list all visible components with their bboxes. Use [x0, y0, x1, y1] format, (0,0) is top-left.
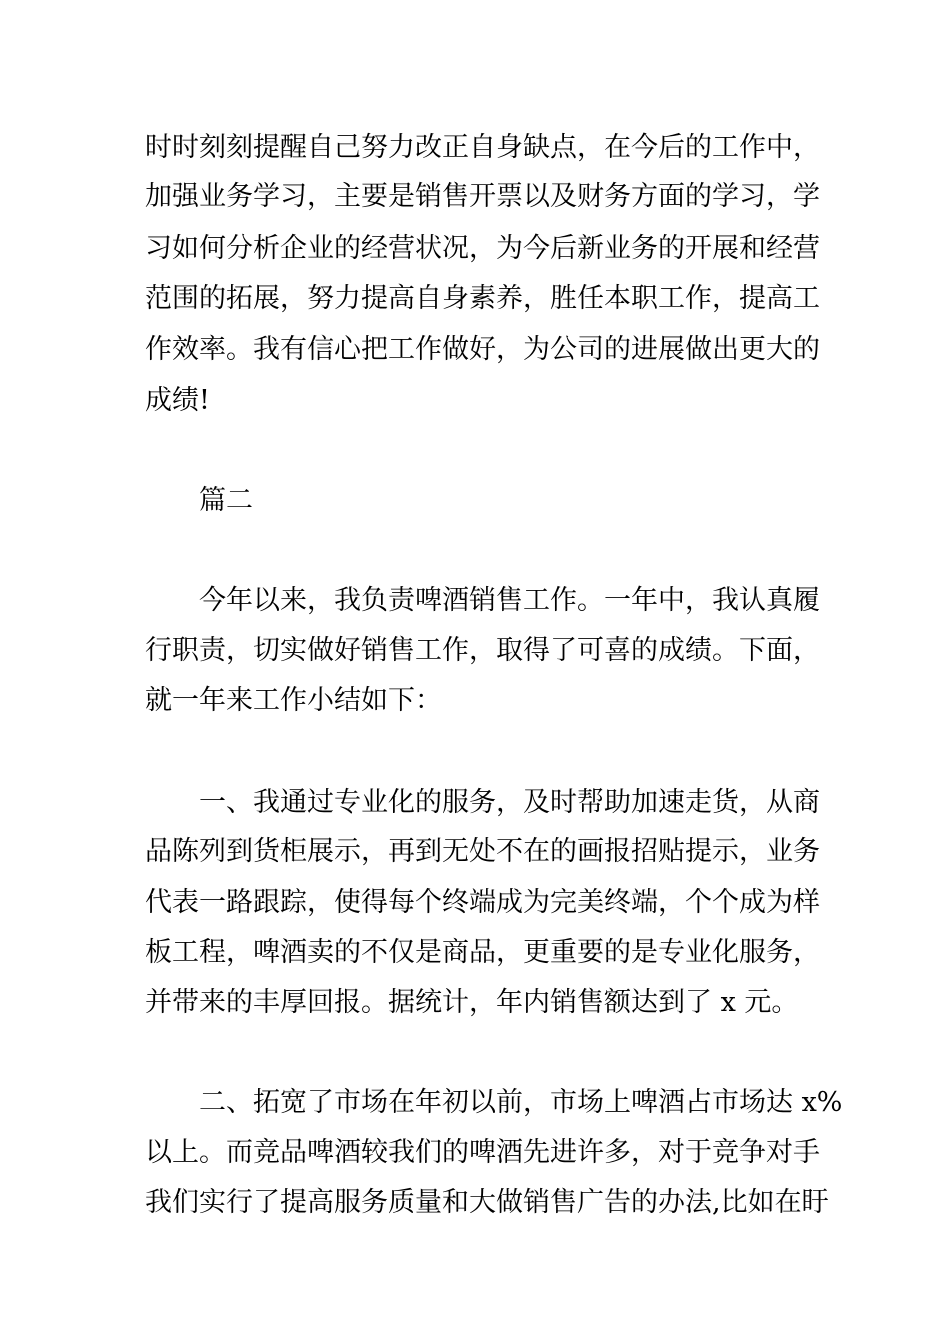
- text-line: 习如何分析企业的经营状况，为今后新业务的开展和经营: [145, 233, 820, 264]
- text-line: 并带来的丰厚回报。据统计，年内销售额达到了 x 元。: [145, 987, 799, 1018]
- text-line: 作效率。我有信心把工作做好，为公司的进展做出更大的: [145, 334, 820, 365]
- text-line: 时时刻刻提醒自己努力改正自身缺点，在今后的工作中，: [145, 132, 820, 163]
- text-line: 二、拓宽了市场在年初以前，市场上啤酒占市场达 x%: [199, 1087, 843, 1118]
- text-line: 加强业务学习，主要是销售开票以及财务方面的学习，学: [145, 181, 820, 212]
- text-line: 品陈列到货柜展示，再到无处不在的画报招贴提示，业务: [145, 836, 820, 867]
- text-line: 代表一路跟踪，使得每个终端成为完美终端，个个成为样: [145, 887, 820, 918]
- section-heading: 篇二: [199, 485, 253, 516]
- text-line: 今年以来，我负责啤酒销售工作。一年中，我认真履: [199, 585, 820, 616]
- text-line: 就一年来工作小结如下：: [145, 685, 442, 716]
- text-line: 我们实行了提高服务质量和大做销售广告的办法,比如在盱: [145, 1187, 829, 1218]
- text-line: 一、我通过专业化的服务，及时帮助加速走货，从商: [199, 787, 820, 818]
- text-line: 以上。而竞品啤酒较我们的啤酒先进许多，对于竞争对手: [145, 1137, 820, 1168]
- text-line: 范围的拓展，努力提高自身素养，胜任本职工作，提高工: [145, 283, 820, 314]
- text-line: 成绩!: [145, 385, 210, 416]
- text-line: 板工程，啤酒卖的不仅是商品，更重要的是专业化服务，: [145, 937, 820, 968]
- text-line: 行职责，切实做好销售工作，取得了可喜的成绩。下面，: [145, 635, 820, 666]
